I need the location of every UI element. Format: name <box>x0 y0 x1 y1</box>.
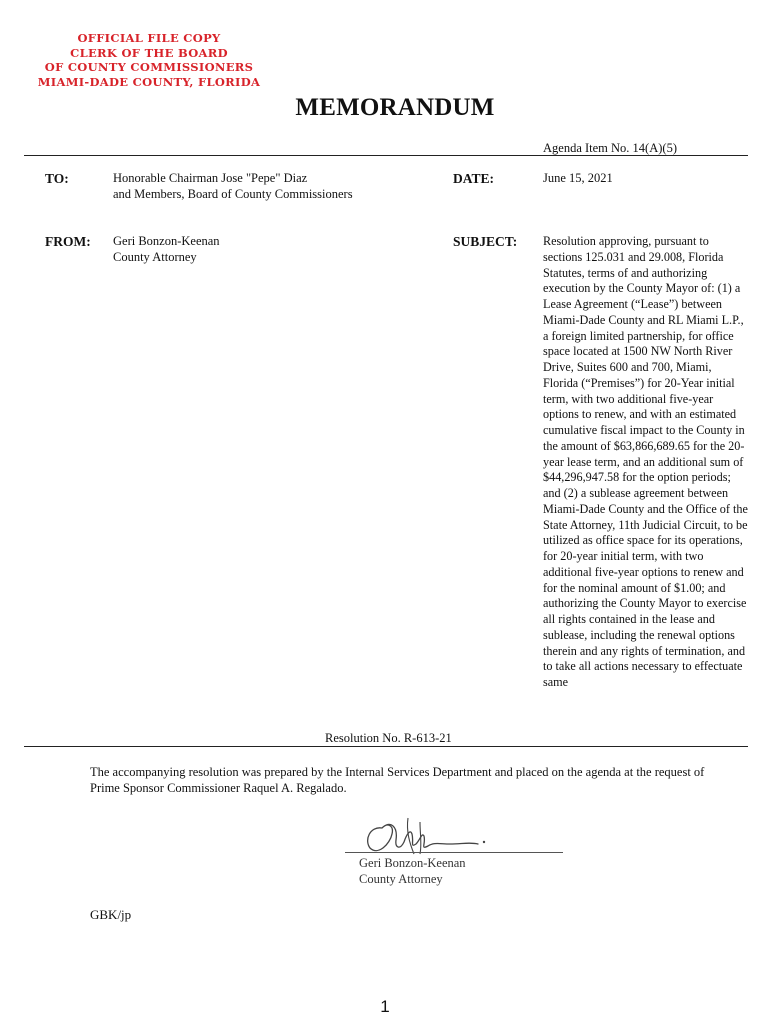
signatory-title: County Attorney <box>359 871 443 886</box>
body-divider <box>24 746 748 747</box>
handwritten-signature <box>360 814 490 860</box>
to-label: TO: <box>45 171 69 186</box>
from-label: FROM: <box>45 234 91 249</box>
subject-text: Resolution approving, pursuant to sections 125.031 and 29.008, Florida Statutes, terms of and authorizing execution by the County Mayor of: (1) a Lease Agreement (“Lease”) between Miami-Dade County and RL Miami L.P., a foreign limited partnership, for office space located at 1500 NW North River Drive, Suites 600 and 700, Miami, Florida (“Premises”) for 20-Year initial term, with two additional five-year options to renew, and with an estimated cumulative fiscal impact to the County in the amount of $63,866,689.65 for the 20-year lease term, and an additional sum of $44,296,947.58 for the option periods; and (2) a sublease agreement between Miami-Dade County and the Office of the State Attorney, 11th Judicial Circuit, to be utilized as office space for its operations, for 20-year initial term, with two additional five-year options to renew and for the nominal amount of $1.00; and authorizing the County Mayor to exercise all rights contained in the lease and sublease, including the renewal options therein and any rights of termination, and to take all actions necessary to effectuate same <box>543 234 748 689</box>
page-number: 1 <box>380 997 390 1016</box>
signatory-name: Geri Bonzon-Keenan <box>359 856 466 870</box>
page-title: MEMORANDUM <box>295 94 495 121</box>
signatory-block <box>359 856 466 887</box>
from-line: County Attorney <box>113 249 197 264</box>
signature-line <box>345 852 563 853</box>
stamp-line: MIAMI-DADE COUNTY, FLORIDA <box>37 74 261 89</box>
date-value: June 15, 2021 <box>543 171 613 185</box>
from-line: Geri Bonzon-Keenan <box>113 234 220 248</box>
to-recipient <box>113 171 353 202</box>
header-divider <box>24 155 748 156</box>
date-label: DATE: <box>453 171 495 186</box>
typist-initials: GBK/jp <box>90 907 132 922</box>
resolution-number: Resolution No. R-613-21 <box>325 731 452 745</box>
stamp-line: CLERK OF THE BOARD <box>70 45 228 60</box>
body-paragraph: The accompanying resolution was prepared by the Internal Services Department and placed on the agenda at the request of Prime Sponsor Commissioner Raquel A. Regalado. <box>90 765 705 795</box>
stamp-line: OF COUNTY COMMISSIONERS <box>44 60 254 74</box>
to-line: and Members, Board of County Commissioners <box>113 186 353 201</box>
subject-label: SUBJECT: <box>453 234 518 249</box>
agenda-item-number: Agenda Item No. 14(A)(5) <box>543 141 677 155</box>
official-file-copy-stamp <box>34 31 264 89</box>
from-sender <box>113 234 220 265</box>
stamp-line: OFFICIAL FILE COPY <box>77 31 221 45</box>
to-line: Honorable Chairman Jose "Pepe" Diaz <box>113 171 308 185</box>
